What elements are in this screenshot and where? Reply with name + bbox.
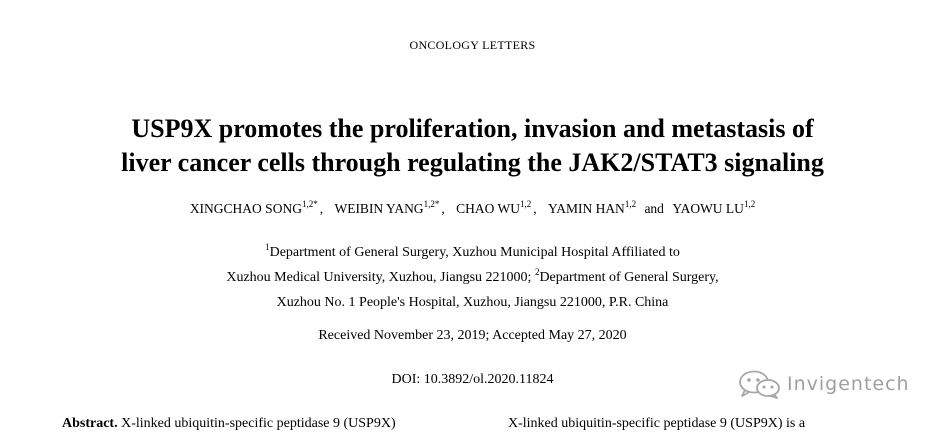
affiliation-line-2 bbox=[0, 265, 945, 290]
author-list bbox=[0, 199, 945, 219]
title-line-2: liver cancer cells through regulating the JAK2/STAT3 signaling bbox=[121, 148, 824, 177]
author-3 bbox=[456, 201, 539, 216]
abstract-heading: Abstract. bbox=[62, 416, 118, 431]
author-4 bbox=[548, 201, 636, 216]
author-separator: , bbox=[441, 201, 445, 216]
title-line-1: USP9X promotes the proliferation, invasion and metastasis of bbox=[131, 114, 814, 143]
abstract-right-column: X-linked ubiquitin-specific peptidase 9 (USP9X) is a bbox=[508, 416, 806, 431]
affiliation-line-1 bbox=[0, 240, 945, 265]
affiliation-line-3: Xuzhou No. 1 People's Hospital, Xuzhou, Jiangsu 221000, P.R. China bbox=[276, 295, 669, 310]
author-affiliation-mark: 1,2* bbox=[301, 199, 318, 209]
received-accepted-dates: Received November 23, 2019; Accepted May 27, 2020 bbox=[318, 328, 627, 343]
author-name: WEIBIN YANG bbox=[334, 201, 424, 216]
author-affiliation-mark: 1,2 bbox=[519, 199, 532, 209]
affiliation-mark: 2 bbox=[534, 267, 540, 277]
author-separator: , bbox=[533, 201, 537, 216]
abstract-text: X-linked ubiquitin-specific peptidase 9 (USP9X) bbox=[117, 416, 396, 431]
author-name: CHAO WU bbox=[456, 201, 520, 216]
watermark-text: Invigentech bbox=[787, 373, 910, 395]
author-5 bbox=[672, 201, 755, 216]
affiliation-text: Department of General Surgery, bbox=[539, 270, 719, 285]
wechat-icon bbox=[737, 369, 783, 399]
article-title bbox=[0, 112, 945, 180]
author-affiliation-mark: 1,2 bbox=[743, 199, 756, 209]
author-1 bbox=[190, 201, 325, 216]
affiliation-text: Department of General Surgery, Xuzhou Municipal Hospital Affiliated to bbox=[269, 245, 680, 260]
journal-name: ONCOLOGY LETTERS bbox=[409, 38, 536, 52]
doi-link[interactable]: DOI: 10.3892/ol.2020.11824 bbox=[391, 372, 554, 387]
author-affiliation-mark: 1,2* bbox=[423, 199, 440, 209]
affiliation-mark: 1 bbox=[265, 242, 270, 252]
abstract-left-column bbox=[62, 416, 396, 432]
author-2 bbox=[334, 201, 446, 216]
watermark bbox=[737, 369, 910, 399]
author-name: XINGCHAO SONG bbox=[189, 201, 302, 216]
author-separator: , bbox=[319, 201, 324, 216]
author-affiliation-mark: 1,2 bbox=[624, 199, 637, 209]
author-name: YAMIN HAN bbox=[547, 201, 625, 216]
author-name: YAOWU LU bbox=[672, 201, 744, 216]
affiliation-text: Xuzhou Medical University, Xuzhou, Jiangsu 221000; bbox=[226, 270, 535, 285]
affiliations bbox=[0, 240, 945, 315]
author-and: and bbox=[644, 201, 664, 216]
